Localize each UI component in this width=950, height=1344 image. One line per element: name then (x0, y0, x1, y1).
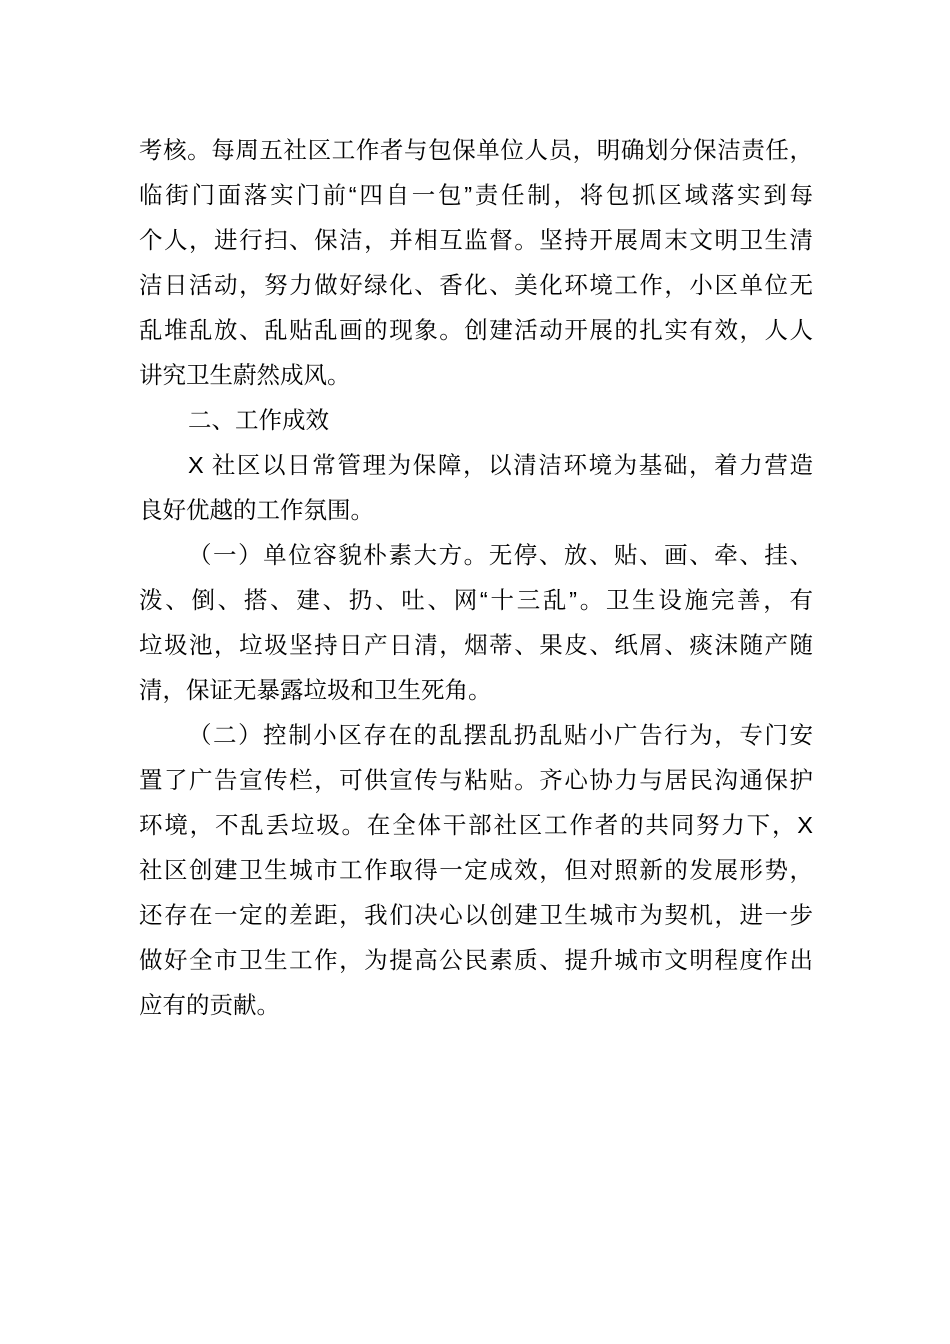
text-line: 良好优越的工作氛围。 (139, 497, 374, 523)
text-line: 应有的贡献。 (139, 992, 280, 1018)
text-line: 置了广告宣传栏，可供宣传与粘贴。齐心协力与居民沟通保护 (139, 767, 813, 793)
text-line: 乱堆乱放、乱贴乱画的现象。创建活动开展的扎实有效，人人 (139, 317, 813, 343)
text-line: 社区创建卫生城市工作取得一定成效，但对照新的发展形势， (139, 857, 813, 883)
heading-section-two-work-results (139, 398, 813, 443)
text-line: X 社区以日常管理为保障，以清洁环境为基础，着力营造 (188, 452, 813, 478)
text-line: 做好全市卫生工作，为提高公民素质、提升城市文明程度作出 (139, 947, 813, 973)
text-line: 泼、倒、搭、建、扔、吐、网“十三乱”。卫生设施完善，有 (139, 587, 813, 613)
paragraph-item-one-unit-appearance (139, 533, 813, 713)
text-line: 环境，不乱丢垃圾。在全体干部社区工作者的共同努力下，X (139, 812, 813, 838)
text-line: （一）单位容貌朴素大方。无停、放、贴、画、牵、挂、 (188, 542, 813, 568)
text-line: 讲究卫生蔚然成风。 (139, 362, 351, 388)
text-line: 二、工作成效 (188, 407, 329, 433)
text-line: 考核。每周五社区工作者与包保单位人员，明确划分保洁责任， (139, 137, 813, 163)
text-line: 垃圾池，垃圾坚持日产日清，烟蒂、果皮、纸屑、痰沫随产随 (139, 632, 813, 658)
paragraph-continuation-daily-management (139, 128, 813, 398)
text-line: 还存在一定的差距，我们决心以创建卫生城市为契机，进一步 (139, 902, 813, 928)
text-line: 个人，进行扫、保洁，并相互监督。坚持开展周末文明卫生清 (139, 227, 813, 253)
text-line: 清，保证无暴露垃圾和卫生死角。 (139, 677, 492, 703)
paragraph-work-results-overview (139, 443, 813, 533)
text-line: （二）控制小区存在的乱摆乱扔乱贴小广告行为，专门安 (188, 722, 813, 748)
document-content (139, 128, 813, 1028)
paragraph-item-two-ads-control (139, 713, 813, 1028)
text-line: 洁日活动，努力做好绿化、香化、美化环境工作，小区单位无 (139, 272, 813, 298)
text-line: 临街门面落实门前“四自一包”责任制，将包抓区域落实到每 (139, 182, 813, 208)
